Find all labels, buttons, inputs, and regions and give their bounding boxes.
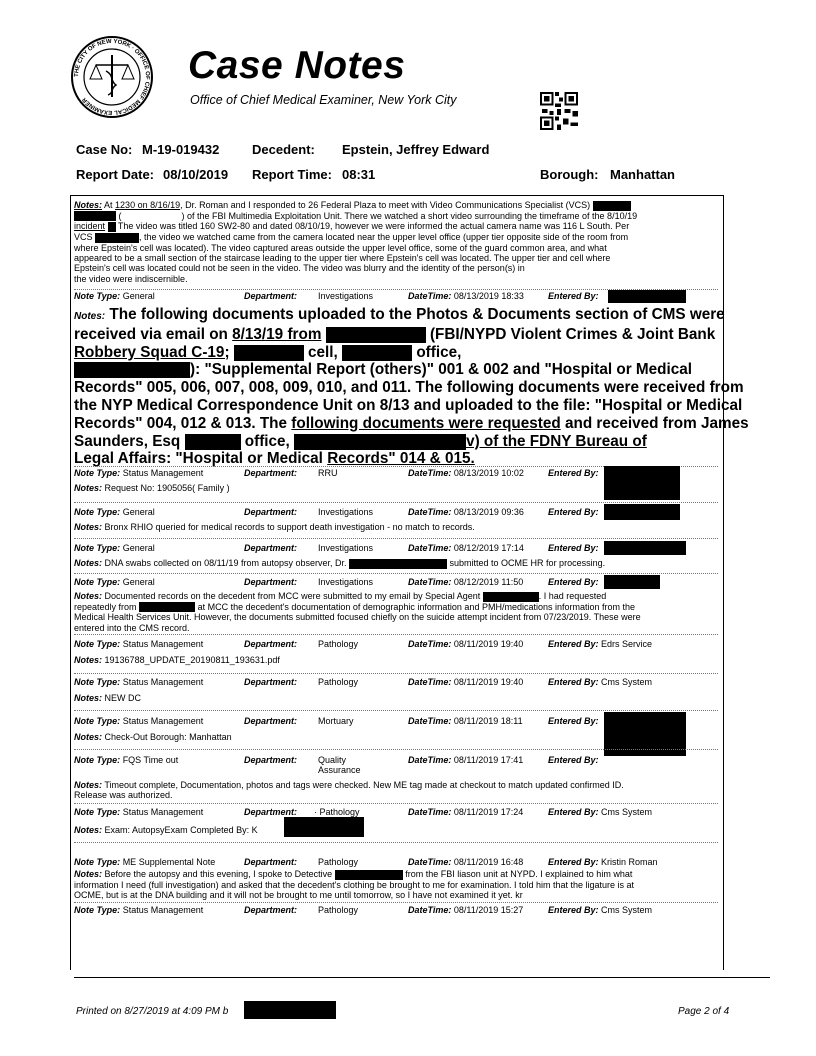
note-body: Notes: NEW DC bbox=[74, 693, 142, 703]
note-body: Notes: Check-Out Borough: Manhattan bbox=[74, 732, 232, 742]
report-time-label: Report Time: bbox=[252, 167, 332, 182]
note-meta-row: Note Type: Status Management Department: RRU DateTime: 08/13/2019 10:02 Entered By: bbox=[74, 468, 599, 478]
redaction bbox=[74, 211, 116, 221]
redaction bbox=[185, 434, 241, 450]
note-body: Notes: Before the autopsy and this evening, I spoke to Detective from the FBI liason unit at NYPD. I explained to him what information I need (full investigation) and asked that the decedent's clothing be brought to me for examination. I told him that the ligature is at OCME, but is at the DNA building and it will not be brought to me until tomorrow, so I have not examined it yet. kr bbox=[74, 869, 635, 901]
report-date-value: 08/10/2019 bbox=[163, 167, 229, 182]
redaction bbox=[139, 602, 195, 612]
decedent-label: Decedent: bbox=[252, 142, 315, 157]
redaction bbox=[604, 575, 660, 589]
report-time-value: 08:31 bbox=[342, 167, 376, 182]
redaction bbox=[604, 466, 680, 500]
redaction bbox=[234, 345, 304, 361]
redaction bbox=[604, 504, 680, 520]
note-body: Notes: DNA swabs collected on 08/11/19 from autopsy observer, Dr. submitted to OCME HR for processing. bbox=[74, 558, 606, 568]
note-body: Notes: Bronx RHIO queried for medical records to support death investigation - no match to records. bbox=[74, 522, 475, 532]
note-meta-row: Note Type: Status Management Department: Mortuary DateTime: 08/11/2019 18:11 Entered By: bbox=[74, 716, 599, 726]
case-no-value: M-19-019432 bbox=[142, 142, 220, 157]
note-body: Notes: Timeout complete, Documentation, photos and tags were checked. New ME tag made at checkout to match updated confirmed ID. Release was authorized. bbox=[74, 780, 624, 801]
page-subtitle: Office of Chief Medical Examiner, New York City bbox=[190, 93, 457, 107]
redaction bbox=[326, 327, 426, 343]
redaction bbox=[593, 201, 631, 211]
note-meta-row: Note Type: Status Management Department: Pathology DateTime: 08/11/2019 15:27 Entered By: Cms System bbox=[74, 905, 653, 915]
note-meta-row: Note Type: General Department: Investigations DateTime: 08/12/2019 17:14 Entered By: bbox=[74, 543, 599, 553]
redaction bbox=[483, 592, 539, 602]
note-meta-row: Note Type: Status Management Department: Pathology DateTime: 08/11/2019 19:40 Entered By: Edrs Service bbox=[74, 639, 653, 649]
decedent-value: Epstein, Jeffrey Edward bbox=[342, 142, 490, 157]
note-body: Notes: Documented records on the decedent from MCC were submitted to my email by Special Agent . I had requested repeatedly from at MCC the decedent's documentation of demographic information and PMH/medications information from the Medical Health Services Unit. However, the documents submitted focused chiefly on the suicide attempt incident from 07/23/2019. These were entered into the CMS record. bbox=[74, 591, 641, 633]
note-meta-row: Note Type: Status Management Department: · Pathology DateTime: 08/11/2019 17:24 Entered By: Cms System bbox=[74, 807, 653, 817]
note-body: Notes: Request No: 1905056( Family ) bbox=[74, 483, 230, 493]
borough-label: Borough: bbox=[540, 167, 599, 182]
ocme-seal-icon bbox=[70, 35, 154, 119]
note-meta-row: Note Type: ME Supplemental Note Department: Pathology DateTime: 08/11/2019 16:48 Entered By: Kristin Roman bbox=[74, 857, 658, 867]
footer-divider bbox=[74, 977, 770, 978]
redaction bbox=[284, 817, 364, 837]
qr-code-icon bbox=[540, 92, 578, 130]
redaction bbox=[108, 222, 116, 232]
note-body: Notes: 19136788_UPDATE_20190811_193631.pdf bbox=[74, 655, 280, 665]
redaction bbox=[349, 559, 447, 569]
redaction bbox=[244, 1001, 336, 1019]
report-date-label: Report Date: bbox=[76, 167, 155, 182]
note-meta-row: Note Type: Status Management Department: Pathology DateTime: 08/11/2019 19:40 Entered By: Cms System bbox=[74, 677, 653, 687]
big-note: Notes: The following documents uploaded to the Photos & Documents section of CMS were received via email on 8/13/19 from (FBI/NYPD Violent Crimes & Joint Bank Robbery Squad C-19; cell, office, ): "Supplemental Report (others)" 001 & 002 and "Hospital or Medical Records" 005, 006, 007, 008, 009, 010, and 011. The following documents were received from the NYP Medical Correspondence Unit on 8/13 and uploaded to the file: "Hospital or Medical Records" 004, 012 & 013. The following documents were requested and received from James Saunders, Esq office, v) of the FDNY Bureau of Legal Affairs: "Hospital or Medical Records" 014 & 015. bbox=[74, 306, 749, 468]
page-title: Case Notes bbox=[188, 44, 406, 87]
redaction bbox=[604, 541, 686, 555]
redaction bbox=[95, 233, 139, 243]
note-body: Notes: Exam: AutopsyExam Completed By: K bbox=[74, 825, 258, 835]
printed-on: Printed on 8/27/2019 at 4:09 PM b bbox=[76, 1006, 229, 1017]
case-no-label: Case No: bbox=[76, 142, 133, 157]
borough-value: Manhattan bbox=[610, 167, 675, 182]
redaction bbox=[335, 870, 403, 880]
first-note: Notes: At 1230 on 8/16/19, Dr. Roman and I responded to 26 Federal Plaza to meet with Video Communications Specialist (VCS) ( ) of the FBI Multimedia Exploitation Unit. There we watched a short video surrounding the timeframe of the 8/10/19 incident The video was titled 160 SW2-80 and dated 08/10/19, however we were informed the actual camera name was 116 L South. Per VCS , the video we watched came from the camera located near the upper level office (upper tier opposite side of the room from where Epstein's cell was located). The video captured areas outside the upper level office, some of the guard common area, and what appeared to be a small section of the staircase leading to the upper tier where Epstein's cell was located. The upper tier and cell where Epstein's cell was located could not be seen in the video. The video was blurry and the identity of the person(s) in the video were indiscernible. bbox=[74, 200, 638, 284]
note-meta-row: Note Type: General Department: Investigations DateTime: 08/12/2019 11:50 Entered By: bbox=[74, 577, 599, 587]
page-number: Page 2 of 4 bbox=[678, 1006, 730, 1017]
note-meta-row: Note Type: FQS Time out Department: Quality Assurance DateTime: 08/11/2019 17:41 Entered By: bbox=[74, 755, 599, 775]
redaction bbox=[122, 211, 182, 221]
note-meta-row: Note Type: General Department: Investigations DateTime: 08/13/2019 09:36 Entered By: bbox=[74, 507, 599, 517]
redaction bbox=[74, 362, 190, 378]
note-meta-row: Note Type: General Department: Investigations DateTime: 08/13/2019 18:33 Entered By: bbox=[74, 291, 599, 301]
seal-text: THE CITY OF NEW YORK · OFFICE OF CHIEF MEDICAL EXAMINER bbox=[73, 38, 151, 116]
redaction bbox=[608, 290, 686, 303]
redaction bbox=[342, 345, 412, 361]
redaction bbox=[294, 434, 466, 450]
